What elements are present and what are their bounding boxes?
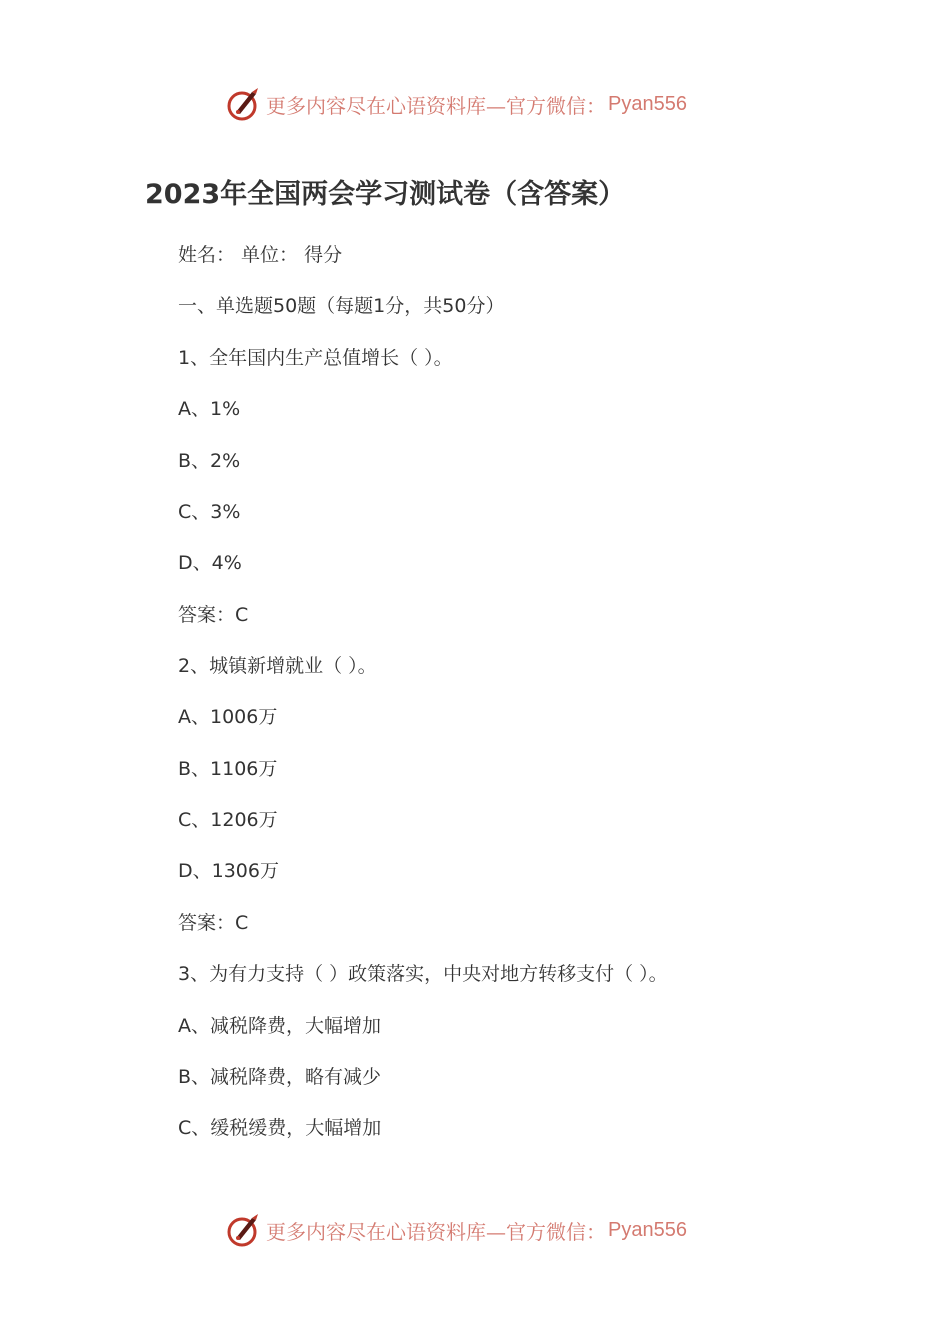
question-answer: 答案：C (178, 912, 249, 934)
info-line: 姓名： 单位： 得分 (178, 244, 343, 266)
question-answer: 答案：C (178, 604, 249, 626)
question-option: C、3% (178, 501, 241, 523)
question-option: C、1206万 (178, 809, 278, 831)
quill-pen-logo-icon (226, 86, 262, 122)
question-option: B、减税降费，略有减少 (178, 1066, 382, 1088)
banner-wechat-id: Pyan556 (608, 1218, 687, 1241)
question-stem: 1、全年国内生产总值增长（ ）。 (178, 347, 453, 369)
question-option: D、4% (178, 552, 242, 574)
question-option: B、1106万 (178, 758, 278, 780)
section-header: 一、单选题50题（每题1分，共50分） (178, 295, 505, 317)
question-option: A、1% (178, 398, 241, 420)
header-banner (226, 84, 687, 124)
question-option: C、缓税缓费，大幅增加 (178, 1117, 382, 1139)
question-option: D、1306万 (178, 860, 279, 882)
banner-slogan: 更多内容尽在心语资料库—官方微信： (266, 93, 606, 118)
question-stem: 2、城镇新增就业（ ）。 (178, 655, 377, 677)
question-option: B、2% (178, 450, 241, 472)
question-option: A、1006万 (178, 706, 278, 728)
footer-banner (226, 1210, 687, 1250)
question-stem: 3、为有力支持（ ）政策落实，中央对地方转移支付（ ）。 (178, 963, 668, 985)
banner-slogan: 更多内容尽在心语资料库—官方微信： (266, 1219, 606, 1244)
page-title: 2023年全国两会学习测试卷（含答案） (145, 179, 626, 210)
question-option: A、减税降费，大幅增加 (178, 1015, 381, 1037)
banner-wechat-id: Pyan556 (608, 92, 687, 115)
quill-pen-logo-icon (226, 1212, 262, 1248)
